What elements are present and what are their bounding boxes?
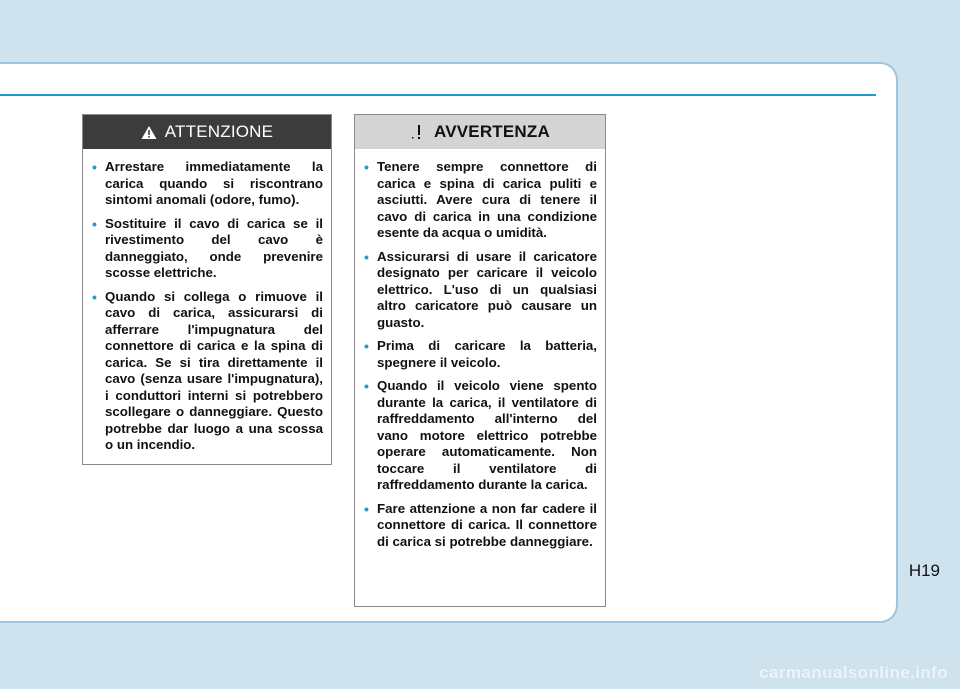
list-item: • Fare attenzione a non far cadere il connettore di carica. Il connettore di carica si potrebbe danneggiare.: [363, 501, 597, 551]
list-item: • Prima di caricare la batteria, spegnere il veicolo.: [363, 338, 597, 371]
watermark: carmanualsonline.info: [759, 663, 948, 682]
warning-box: [354, 114, 606, 607]
caution-box: [82, 114, 332, 465]
list-item: • Quando il veicolo viene spento durante la carica, il ventilatore di raffreddamento all'interno del vano motore elettrico potrebbe operare automaticamente. Non toccare il ventilatore di raffreddamento durante la carica.: [363, 378, 597, 494]
caution-title: ATTENZIONE: [164, 122, 274, 141]
caution-header: [83, 115, 331, 149]
caution-list: [83, 149, 331, 454]
warning-triangle-icon: [141, 125, 157, 140]
list-item: • Arrestare immediatamente la carica quando si riscontrano sintomi anomali (odore, fumo).: [91, 159, 323, 209]
exclamation-icon: [410, 123, 426, 141]
list-item: • Quando si collega o rimuove il cavo di carica, assicurarsi di afferrare l'impugnatura del connettore di carica e la spina di carica. Se si tira direttamente il cavo (senza usare l'impugnatura), i conduttori interni si potrebbero scollegare o danneggiare. Questo potrebbe dar luogo a una scossa o un incendio.: [91, 289, 323, 454]
warning-title: AVVERTENZA: [434, 122, 550, 141]
warning-list: [355, 149, 605, 550]
warning-header: [355, 115, 605, 149]
list-item: • Tenere sempre connettore di carica e spina di carica puliti e asciutti. Avere cura di tenere il cavo di carica in una condizione esente da acqua o umidità.: [363, 159, 597, 242]
list-item: • Sostituire il cavo di carica se il rivestimento del cavo è danneggiato, onde prevenire scosse elettriche.: [91, 216, 323, 282]
page-number: H19: [908, 561, 940, 580]
list-item: • Assicurarsi di usare il caricatore designato per caricare il veicolo elettrico. L'uso di un qualsiasi altro caricatore può causare un guasto.: [363, 249, 597, 332]
header-rule: [0, 94, 876, 96]
manual-page: [0, 62, 898, 623]
